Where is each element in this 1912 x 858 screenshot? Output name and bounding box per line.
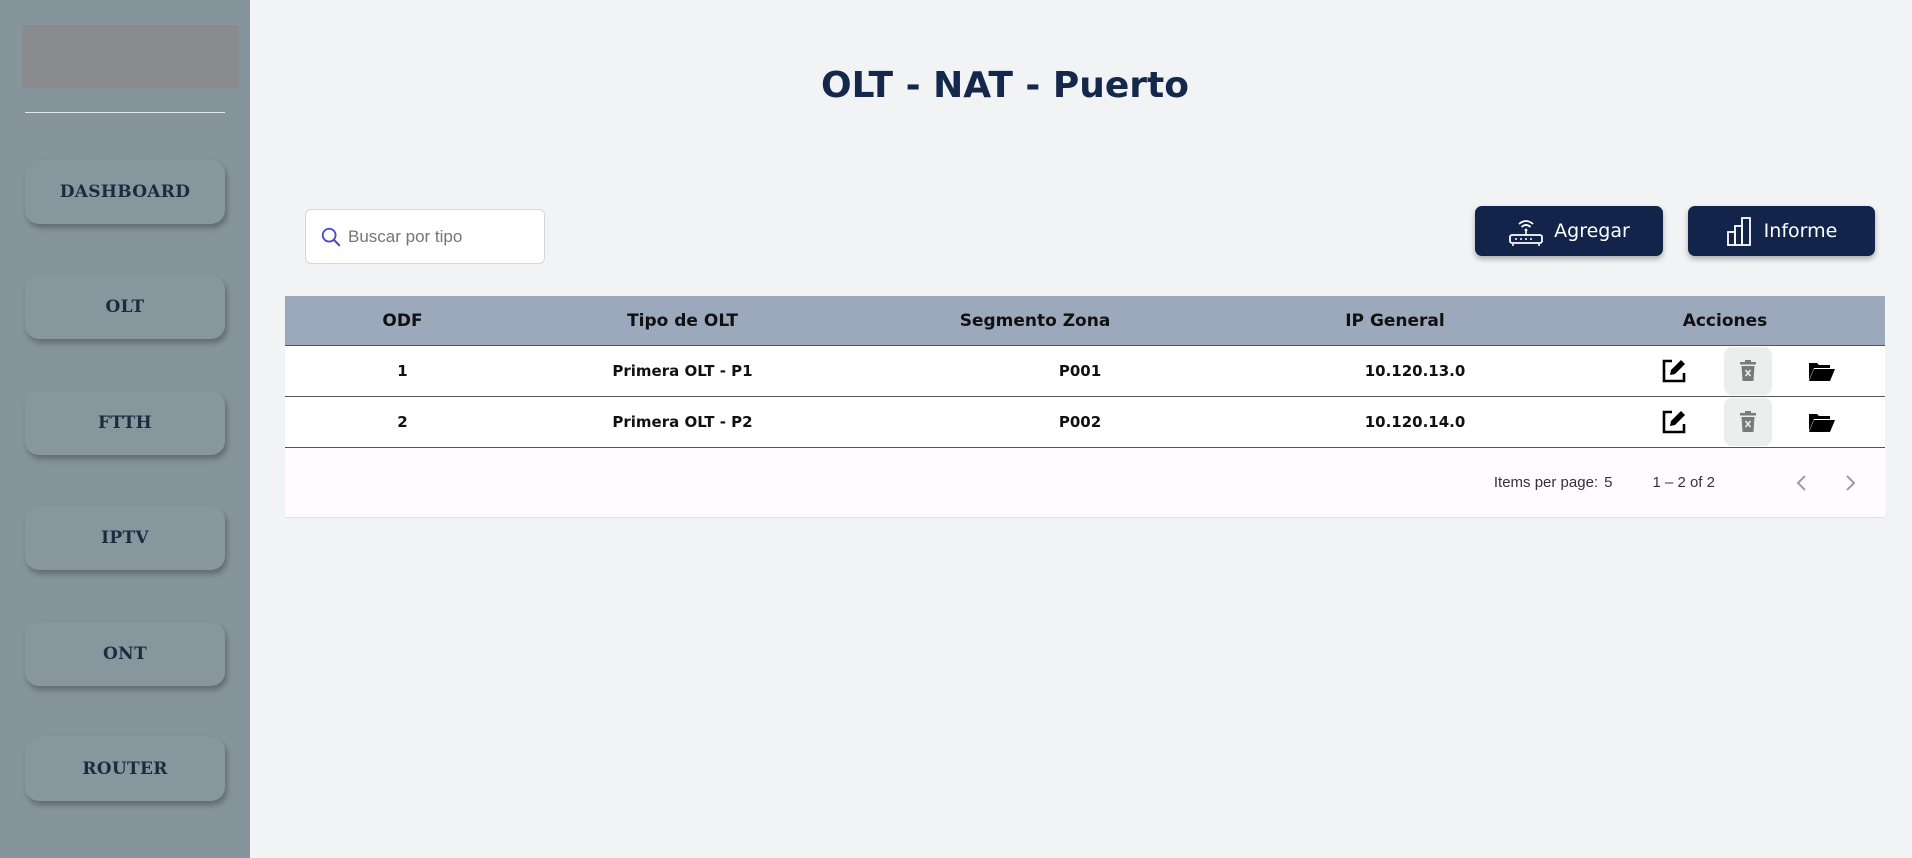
cell-odf: 2	[397, 413, 408, 431]
sidebar-item-ftth[interactable]: FTTH	[25, 391, 225, 455]
sidebar-item-olt[interactable]: OLT	[25, 275, 225, 339]
bar-chart-icon	[1726, 216, 1754, 246]
next-page-button[interactable]	[1837, 469, 1865, 497]
search-box	[305, 209, 545, 264]
logo-placeholder	[22, 25, 239, 88]
sidebar	[0, 0, 250, 858]
cell-ip: 10.120.14.0	[1364, 413, 1466, 431]
header-acciones: Acciones	[1682, 310, 1768, 331]
delete-button[interactable]	[1724, 398, 1772, 446]
edit-button[interactable]	[1650, 398, 1698, 446]
sidebar-item-iptv[interactable]: IPTV	[25, 506, 225, 570]
previous-page-button[interactable]	[1787, 469, 1815, 497]
add-button[interactable]	[1475, 206, 1663, 256]
trash-icon	[1739, 360, 1757, 382]
cell-ip: 10.120.13.0	[1364, 362, 1466, 380]
report-button-label: Informe	[1763, 220, 1838, 242]
page-title	[250, 65, 1912, 106]
open-folder-button[interactable]	[1798, 398, 1846, 446]
page-range: 1 – 2 of 2	[1652, 474, 1715, 491]
sidebar-item-dashboard[interactable]: DASHBOARD	[25, 160, 225, 224]
edit-button[interactable]	[1650, 347, 1698, 395]
header-odf[interactable]: ODF	[382, 310, 423, 331]
paginator	[285, 448, 1885, 518]
items-per-page-label: Items per page:	[1493, 474, 1599, 491]
table-header	[285, 296, 1885, 346]
folder-open-icon	[1808, 411, 1836, 433]
router-icon	[1508, 215, 1544, 247]
trash-icon	[1739, 411, 1757, 433]
cell-tipo: Primera OLT - P2	[612, 413, 753, 431]
open-folder-button[interactable]	[1798, 347, 1846, 395]
edit-icon	[1661, 358, 1687, 384]
header-ip-general[interactable]: IP General	[1345, 310, 1445, 331]
cell-segmento: P001	[1058, 362, 1102, 380]
table-row	[285, 397, 1885, 448]
chevron-left-icon	[1795, 474, 1807, 492]
edit-icon	[1661, 409, 1687, 435]
page-size-select[interactable]: 5	[1604, 474, 1613, 491]
add-button-label: Agregar	[1554, 220, 1630, 242]
sidebar-item-ont[interactable]: ONT	[25, 622, 225, 686]
cell-actions	[1565, 398, 1885, 446]
olt-table	[285, 296, 1885, 518]
page-title-text: OLT - NAT - Puerto	[820, 65, 1190, 106]
table-row	[285, 346, 1885, 397]
delete-button[interactable]	[1724, 347, 1772, 395]
sidebar-divider	[25, 112, 225, 113]
chevron-right-icon	[1845, 474, 1857, 492]
cell-tipo: Primera OLT - P1	[612, 362, 753, 380]
header-tipo-olt[interactable]: Tipo de OLT	[627, 310, 738, 331]
header-segmento-zona[interactable]: Segmento Zona	[959, 310, 1111, 331]
search-input[interactable]	[348, 227, 528, 247]
sidebar-item-router[interactable]: ROUTER	[25, 737, 225, 801]
cell-odf: 1	[397, 362, 408, 380]
search-icon	[320, 226, 342, 248]
report-button[interactable]	[1688, 206, 1875, 256]
folder-open-icon	[1808, 360, 1836, 382]
cell-segmento: P002	[1058, 413, 1102, 431]
cell-actions	[1565, 347, 1885, 395]
